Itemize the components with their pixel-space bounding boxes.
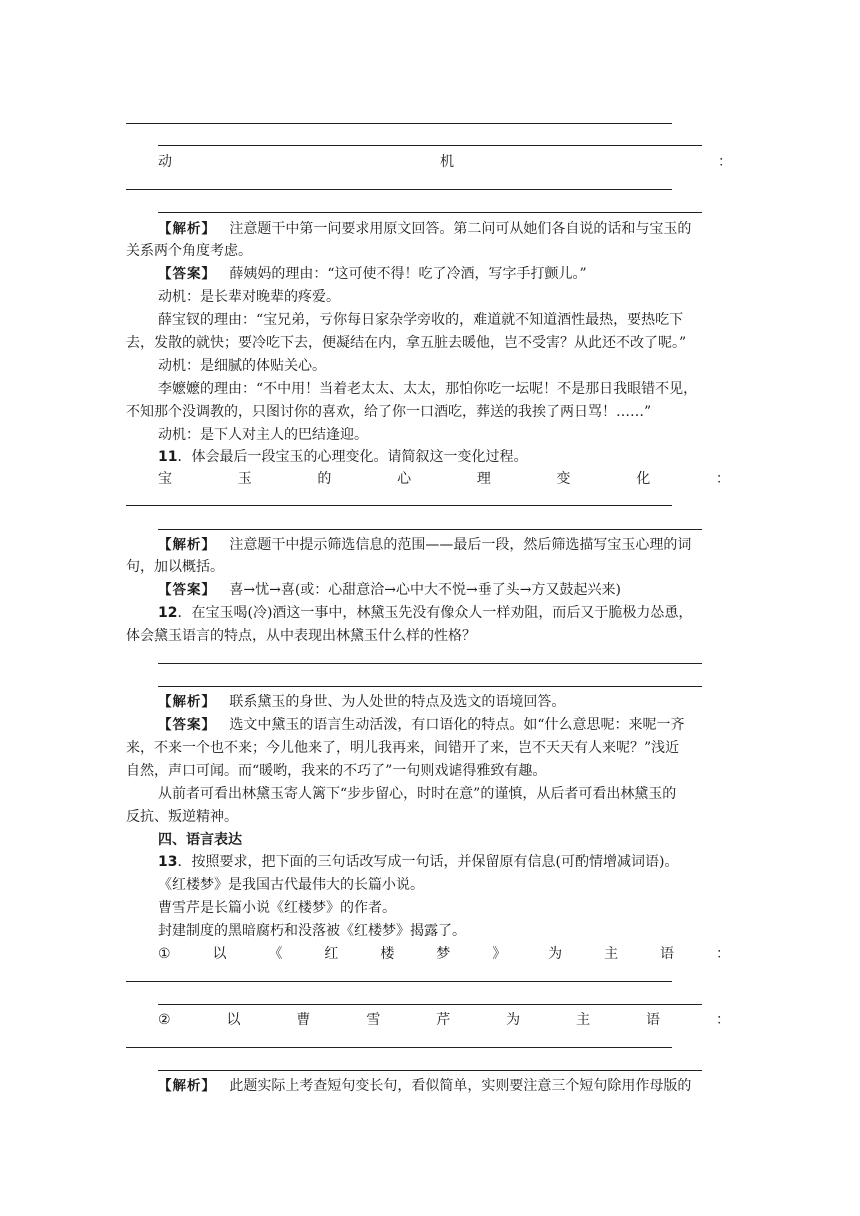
answer-line: [158, 1070, 702, 1071]
analysis-tag: 【解析】: [158, 537, 216, 553]
answer-line: [158, 1004, 702, 1005]
q13-fill-row-1: ① 以 《 红 楼 梦 》 为 主 语 ：: [158, 946, 730, 962]
q13-analysis: 【解析】 此题实际上考查短句变长句，看似简单，实则要注意三个短句除用作母版的: [158, 1078, 692, 1094]
question-number: 12: [158, 605, 178, 621]
question-number: 13: [158, 854, 178, 870]
answer-line: [126, 123, 672, 124]
q10-analysis-cont: 关系两个角度考虑。: [126, 243, 252, 259]
q13-sentence: 封建制度的黑暗腐朽和没落被《红楼梦》揭露了。: [158, 923, 466, 939]
q12-question: 12．在宝玉喝(冷)酒这一事中，林黛玉先没有像众人一样劝阻，而后又于脆极力怂恿，: [158, 605, 693, 621]
q12-answer-line: 反抗、叛逆精神。: [126, 809, 238, 825]
motive-colon: ：: [718, 154, 732, 170]
q10-analysis: 【解析】 注意题干中第一问要求用原文回答。第二问可从她们各自说的话和与宝玉的: [158, 221, 692, 237]
q10-answer-line: 动机：是下人对主人的巴结逢迎。: [158, 427, 368, 443]
answer-tag: 【答案】: [158, 582, 216, 598]
q13-fill-row-2: ② 以 曹 雪 芹 为 主 语 ：: [158, 1012, 730, 1028]
q12-answer: 【答案】 选文中黛玉的语言生动活泼，有口语化的特点。如“什么意思呢：来呢一齐: [158, 717, 685, 733]
q10-answer-line: 薛宝钗的理由：“宝兄弟，亏你每日家杂学旁收的，难道就不知道酒性最热，要热吃下: [158, 312, 684, 328]
q10-answer-line: 去，发散的就快；要冷吃下去，便凝结在内，拿五脏去暖他，岂不受害？从此还不改了呢。”: [126, 335, 687, 351]
q13-sentence: 曹雪芹是长篇小说《红楼梦》的作者。: [158, 900, 396, 916]
answer-tag: 【答案】: [158, 717, 216, 733]
q10-answer: 【答案】 薛姨妈的理由：“这可使不得！吃了冷酒，写字手打颤儿。”: [158, 266, 587, 282]
analysis-tag: 【解析】: [158, 694, 216, 710]
answer-line: [158, 145, 702, 146]
q10-answer-line: 动机：是细腻的体贴关心。: [158, 358, 326, 374]
answer-line: [158, 663, 702, 664]
motive-label: 动: [158, 154, 172, 170]
analysis-tag: 【解析】: [158, 1078, 216, 1094]
answer-line: [158, 212, 702, 213]
q12-answer-line: 从前者可看出林黛玉寄人篱下“步步留心，时时在意”的谨慎，从后者可看出林黛玉的: [158, 786, 677, 802]
motive-label-2: 机: [440, 154, 454, 170]
q11-fill-row: 宝 玉 的 心 理 变 化 ：: [158, 471, 730, 487]
q12-question-cont: 体会黛玉语言的特点，从中表现出林黛玉什么样的性格？: [126, 628, 476, 644]
q13-question: 13．按照要求，把下面的三句话改写成一句话，并保留原有信息(可酌情增减词语)。: [158, 854, 679, 870]
q12-answer-line: 来，不来一个也不来；今儿他来了，明儿我再来，间错开了来，岂不天天有人来呢？”浅近: [126, 740, 680, 756]
answer-line: [126, 1047, 672, 1048]
q12-analysis: 【解析】 联系黛玉的身世、为人处世的特点及选文的语境回答。: [158, 694, 566, 710]
q10-answer-line: 不知那个没调教的，只图讨你的喜欢，给了你一口酒吃，葬送的我挨了两日骂！……”: [126, 404, 652, 420]
q13-sentence: 《红楼梦》是我国古代最伟大的长篇小说。: [158, 877, 424, 893]
answer-line: [126, 189, 672, 190]
analysis-tag: 【解析】: [158, 221, 216, 237]
answer-tag: 【答案】: [158, 266, 216, 282]
section-title: 四、语言表达: [158, 832, 242, 848]
q11-question: 11．体会最后一段宝玉的心理变化。请简叙这一变化过程。: [158, 449, 528, 465]
q11-analysis: 【解析】 注意题干中提示筛选信息的范围——最后一段，然后筛选描写宝玉心理的词: [158, 537, 692, 553]
answer-line: [158, 529, 702, 530]
answer-line: [126, 505, 672, 506]
q10-answer-line: 李嬷嬷的理由：“不中用！当着老太太、太太，那怕你吃一坛呢！不是那日我眼错不见，: [158, 381, 698, 397]
answer-line: [126, 981, 672, 982]
answer-line: [158, 686, 702, 687]
q11-answer: 【答案】 喜→忧→喜(或：心甜意洽→心中大不悦→垂了头→方又鼓起兴来): [158, 582, 621, 598]
q10-answer-line: 动机：是长辈对晚辈的疼爱。: [158, 289, 340, 305]
q12-answer-line: 自然，声口可闻。而“暖哟，我来的不巧了”一句则戏谑得雅致有趣。: [126, 763, 547, 779]
question-number: 11: [158, 449, 178, 465]
q11-analysis-cont: 句，加以概括。: [126, 559, 224, 575]
